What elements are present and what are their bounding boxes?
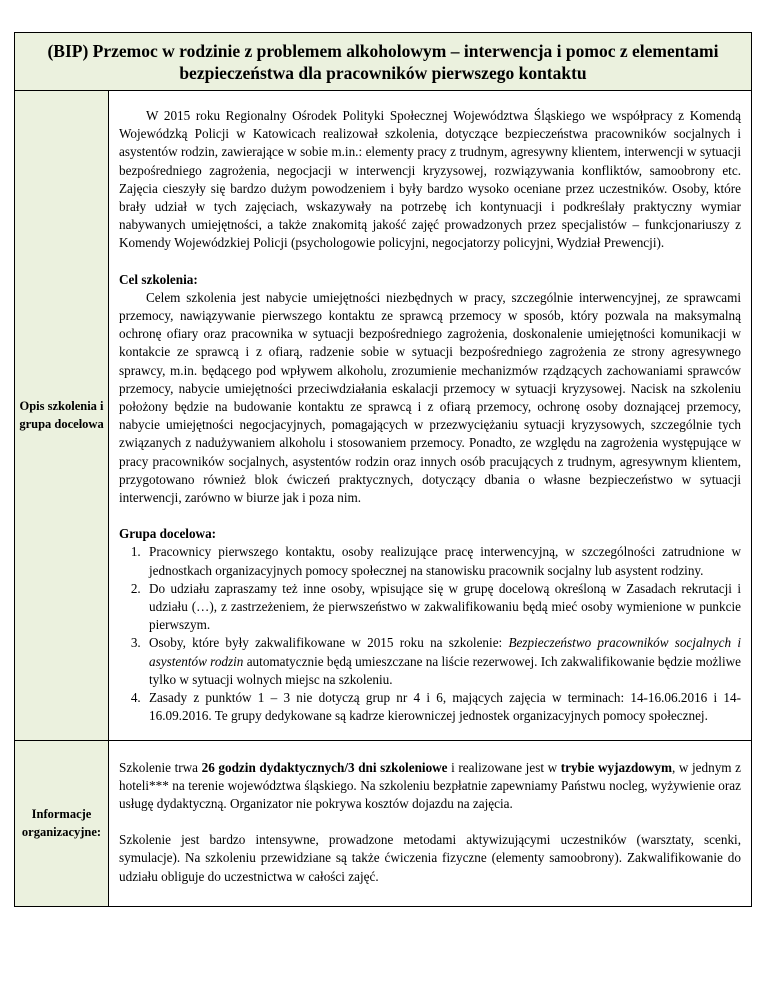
row-label-organization: Informacje organizacyjne: [15, 741, 109, 906]
intro-paragraph: W 2015 roku Regionalny Ośrodek Polityki Społecznej Województwa Śląskiego we współpracy z Komendą Wojewódzką Policji w Katowicach realizował szkolenia, dotyczące bezpieczeństwa pracowników socjalnych i asystentów rodzin, zawierające w sobie m.in.: elementy pracy z trudnym, agresywny klientem, interwencji w sytuacji bezpośredniego zagrożenia, negocjacji w interwencji kryzysowej, rozwiązywania konfliktów, samoobrony etc. Zajęcia cieszyły się bardzo dużym powodzeniem i były bardzo wysoko oceniane przez uczestników. Osoby, które brały udział w tych zajęciach, wskazywały na potrzebę ich kontynuacji i podkreślały praktyczny wymiar nabywanych umiejętności, a także znakomitą jakość zajęć prowadzonych przez specjalistów – funkcjonariuszy z Komendy Wojewódzkiej Policji (psychologowie policyjni, negocjatorzy policyjni, Wydział Prewencji). [119, 108, 741, 251]
row-description [15, 91, 751, 741]
goal-heading: Cel szkolenia: [119, 271, 198, 287]
document-table [14, 32, 752, 907]
list-item: 4. Zasady z punktów 1 – 3 nie dotyczą grup nr 4 i 6, mających zajęcia w terminach: 14-16.06.2016 i 14-16.09.2016. Te grupy dedykowane są kadrze kierowniczej jednostek organizacyjnych pomocy społecznej. [144, 689, 741, 725]
training-name: Bezpieczeństwo pracowników socjalnych i asystentów rodzin [149, 635, 741, 669]
list-item: 1. Pracownicy pierwszego kontaktu, osoby realizujące pracę interwencyjną, w szczególności zatrudnione w jednostkach organizacyjnych pomocy społecznej na stanowisku pracownik socjalny lub asystent rodziny. [144, 543, 741, 579]
list-item: 2. Do udziału zapraszamy też inne osoby, wpisujące się w grupę docelową określoną w Zasadach rekrutacji i udziału (…), z zastrzeżeniem, że pierwszeństwo w zakwalifikowaniu będą mieć osoby wymienione w punkcie pierwszym. [144, 580, 741, 635]
row-label-description: Opis szkolenia i grupa docelowa [15, 91, 109, 740]
group-heading: Grupa docelowa: [119, 526, 217, 542]
group-list [119, 543, 741, 725]
row-organization [15, 741, 751, 906]
goal-paragraph: Celem szkolenia jest nabycie umiejętności niezbędnych w pracy, szczególnie interwencyjnej, ze sprawcami przemocy, nawiązywanie pierwszego kontaktu ze sprawcą przemocy w sposób, który pozwala na maksymalną ochronę ofiary oraz pracownika w sytuacji bezpośredniego zagrożenia, doskonalenie umiejętności komunikacji w kontakcie ze sprawcą i z ofiarą, radzenie sobie w sytuacji bezpośredniego zagrożenia ze strony agresywnego sprawcy, m.in. będącego pod wpływem alkoholu, zrozumienie mechanizmów rządzących zachowaniami sprawców przemocy, nabycie umiejętności przeciwdziałania eskalacji przemocy w sytuacji kryzysowej. Nacisk na szkoleniu położony będzie na budowanie kontaktu ze sprawcą i z ofiarą przemocy, ochronę osoby doznającej przemocy, nabycie umiejętności negocjacyjnych, pomagających w przezwyciężaniu sytuacji kryzysowych, szczególnie tych związanych z nadużywaniem alkoholu i stosowaniem przemocy. Ponadto, ze względu na zagrożenia występujące w pracy pracowników socjalnych, asystentów rodzin oraz innych osób pracujących z trudnym, agresywnym klientem, przygotowano również blok ćwiczeń praktycznych, dotyczący dbania o własne bezpieczeństwo w sytuacji interwencji, zarówno w biurze jak i poza nim. [119, 289, 741, 506]
duration-text: 26 godzin dydaktycznych/3 dni szkoleniowe [201, 759, 448, 775]
organization-paragraph: Szkolenie trwa 26 godzin dydaktycznych/3 dni szkoleniowe i realizowane jest w trybie wyjazdowym, w jednym z hoteli*** na terenie województwa śląskiego. Na szkoleniu bezpłatnie zapewniamy Państwu nocleg, wyżywienie oraz usługę dydaktyczną. Organizator nie pokrywa kosztów dojazdu na zajęcia. [119, 759, 741, 811]
row-content-organization [109, 741, 751, 906]
row-content-description [109, 91, 751, 740]
mode-text: trybie wyjazdowym [560, 759, 672, 775]
list-item: 3. Osoby, które były zakwalifikowane w 2015 roku na szkolenie: Bezpieczeństwo pracowników socjalnych i asystentów rodzin automatycznie będą umieszczane na liście rezerwowej. Ich zakwalifikowanie będzie możliwe tylko w sytuacji wolnych miejsc na szkoleniu. [144, 634, 741, 689]
document-title: (BIP) Przemoc w rodzinie z problemem alkoholowym – interwencja i pomoc z elementami bezpieczeństwa dla pracowników pierwszego kontaktu [15, 33, 751, 91]
intensity-paragraph: Szkolenie jest bardzo intensywne, prowadzone metodami aktywizującymi uczestników (warsztaty, scenki, symulacje). Na szkoleniu przewidziane są także ćwiczenia fizyczne (elementy samoobrony). Zakwalifikowanie do udziału obliguje do uczestnictwa w całości zajęć. [119, 832, 741, 884]
